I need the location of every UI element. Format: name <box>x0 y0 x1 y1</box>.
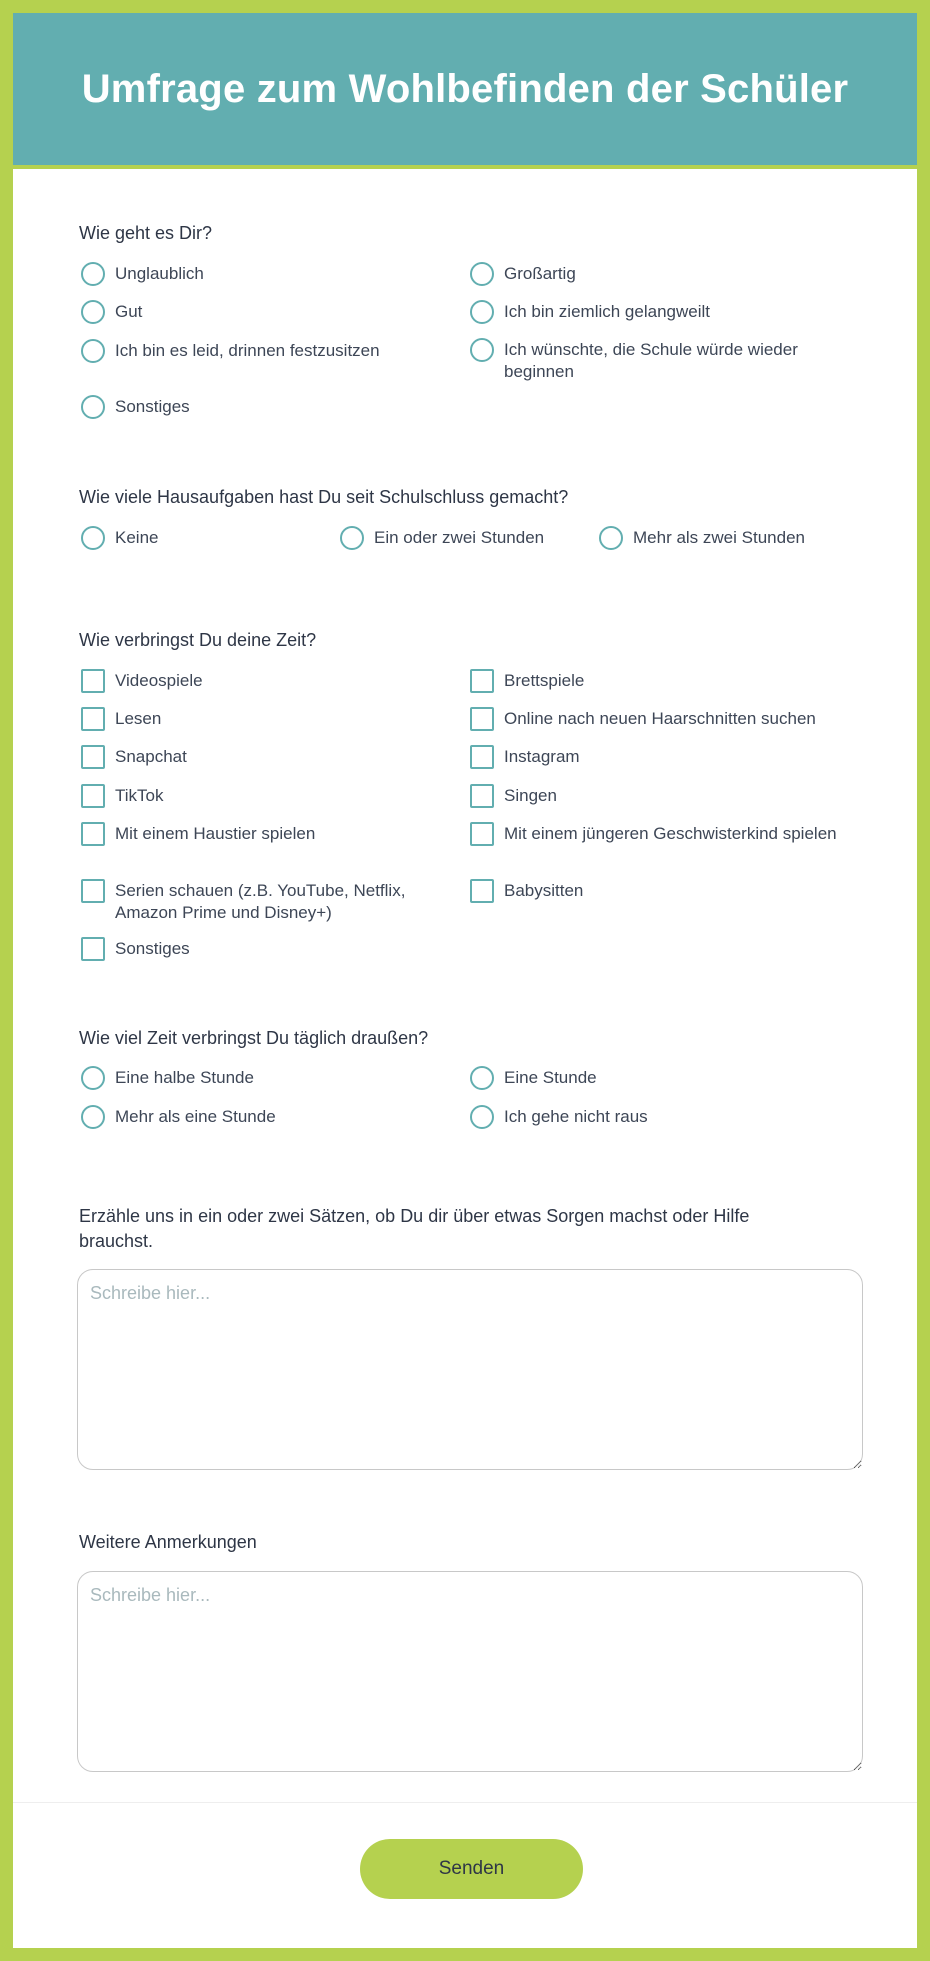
radio-button[interactable] <box>470 1105 494 1129</box>
checkbox[interactable] <box>81 707 105 731</box>
radio-option[interactable] <box>81 1067 441 1090</box>
checkbox-option[interactable] <box>81 746 441 769</box>
radio-option[interactable] <box>81 527 331 550</box>
radio-button[interactable] <box>81 262 105 286</box>
radio-option[interactable] <box>470 339 840 383</box>
radio-button[interactable] <box>81 339 105 363</box>
radio-option[interactable] <box>470 263 850 286</box>
radio-button[interactable] <box>340 526 364 550</box>
radio-option[interactable] <box>81 340 441 363</box>
checkbox-option[interactable] <box>470 708 870 731</box>
question-label: Wie viele Hausaufgaben hast Du seit Schulschluss gemacht? <box>79 487 569 507</box>
checkbox[interactable] <box>470 745 494 769</box>
checkbox-option[interactable] <box>470 785 860 808</box>
checkbox[interactable] <box>81 669 105 693</box>
question-label: Weitere Anmerkungen <box>79 1532 257 1552</box>
option-label: Brettspiele <box>504 671 585 690</box>
option-label: Mehr als zwei Stunden <box>633 528 805 547</box>
radio-button[interactable] <box>470 300 494 324</box>
option-label: Eine halbe Stunde <box>115 1068 254 1087</box>
option-label: Mit einem Haustier spielen <box>115 824 316 843</box>
radio-option[interactable] <box>470 1106 850 1129</box>
option-label: Ein oder zwei Stunden <box>374 528 545 547</box>
option-label: Mehr als eine Stunde <box>115 1107 276 1126</box>
option-label: Sonstiges <box>115 939 190 958</box>
checkbox-option[interactable] <box>81 785 441 808</box>
checkbox[interactable] <box>470 784 494 808</box>
checkbox-option[interactable] <box>470 823 840 846</box>
checkbox-option[interactable] <box>81 938 441 961</box>
checkbox[interactable] <box>81 822 105 846</box>
option-label: Snapchat <box>115 747 187 766</box>
checkbox-option[interactable] <box>470 746 860 769</box>
question-label: Wie verbringst Du deine Zeit? <box>79 630 317 650</box>
radio-button[interactable] <box>470 1066 494 1090</box>
option-label: Keine <box>115 528 159 547</box>
option-label: Videospiele <box>115 671 203 690</box>
checkbox-option[interactable] <box>81 708 441 731</box>
checkbox[interactable] <box>81 879 105 903</box>
option-label: Lesen <box>115 709 162 728</box>
option-label: Unglaublich <box>115 264 204 283</box>
submit-button[interactable]: Senden <box>360 1839 583 1899</box>
checkbox[interactable] <box>81 784 105 808</box>
checkbox[interactable] <box>81 937 105 961</box>
checkbox-option[interactable] <box>81 823 441 846</box>
radio-button[interactable] <box>81 526 105 550</box>
checkbox-option[interactable] <box>470 670 860 693</box>
checkbox-option[interactable] <box>470 880 860 903</box>
question-label: Wie geht es Dir? <box>79 223 213 243</box>
checkbox[interactable] <box>470 822 494 846</box>
radio-button[interactable] <box>599 526 623 550</box>
radio-button[interactable] <box>81 395 105 419</box>
checkbox[interactable] <box>81 745 105 769</box>
radio-option[interactable] <box>81 263 441 286</box>
option-label: Ich gehe nicht raus <box>504 1107 648 1126</box>
checkbox[interactable] <box>470 879 494 903</box>
radio-option[interactable] <box>599 527 859 550</box>
option-label: TikTok <box>115 786 164 805</box>
option-label: Singen <box>504 786 557 805</box>
option-label: Ich wünschte, die Schule würde wieder beginnen <box>504 340 798 381</box>
checkbox-option[interactable] <box>81 880 431 924</box>
radio-option[interactable] <box>470 301 850 324</box>
radio-option[interactable] <box>81 1106 441 1129</box>
question-label: Erzähle uns in ein oder zwei Sätzen, ob Du dir über etwas Sorgen machst oder Hilfe brauchst. <box>79 1206 750 1251</box>
form-header <box>13 13 917 169</box>
comments-textarea[interactable] <box>77 1571 863 1772</box>
option-label: Sonstiges <box>115 397 190 416</box>
radio-button[interactable] <box>470 338 494 362</box>
footer-divider <box>13 1802 917 1803</box>
radio-option[interactable] <box>81 396 441 419</box>
option-label: Großartig <box>504 264 576 283</box>
option-label: Serien schauen (z.B. YouTube, Netflix, Amazon Prime und Disney+) <box>115 881 406 922</box>
radio-option[interactable] <box>340 527 590 550</box>
option-label: Mit einem jüngeren Geschwisterkind spielen <box>504 824 837 843</box>
option-label: Babysitten <box>504 881 584 900</box>
radio-button[interactable] <box>81 1105 105 1129</box>
option-label: Ich bin es leid, drinnen festzusitzen <box>115 341 380 360</box>
form-title: Umfrage zum Wohlbefinden der Schüler <box>81 66 849 111</box>
worries-textarea[interactable] <box>77 1269 863 1470</box>
checkbox-option[interactable] <box>81 670 441 693</box>
radio-option[interactable] <box>470 1067 850 1090</box>
checkbox[interactable] <box>470 707 494 731</box>
option-label: Ich bin ziemlich gelangweilt <box>504 302 710 321</box>
option-label: Gut <box>115 302 143 321</box>
radio-button[interactable] <box>81 300 105 324</box>
checkbox[interactable] <box>470 669 494 693</box>
radio-option[interactable] <box>81 301 441 324</box>
question-label: Wie viel Zeit verbringst Du täglich draußen? <box>79 1028 429 1048</box>
option-label: Online nach neuen Haarschnitten suchen <box>504 709 816 728</box>
radio-button[interactable] <box>81 1066 105 1090</box>
option-label: Eine Stunde <box>504 1068 597 1087</box>
form-card <box>13 13 917 1948</box>
radio-button[interactable] <box>470 262 494 286</box>
option-label: Instagram <box>504 747 580 766</box>
